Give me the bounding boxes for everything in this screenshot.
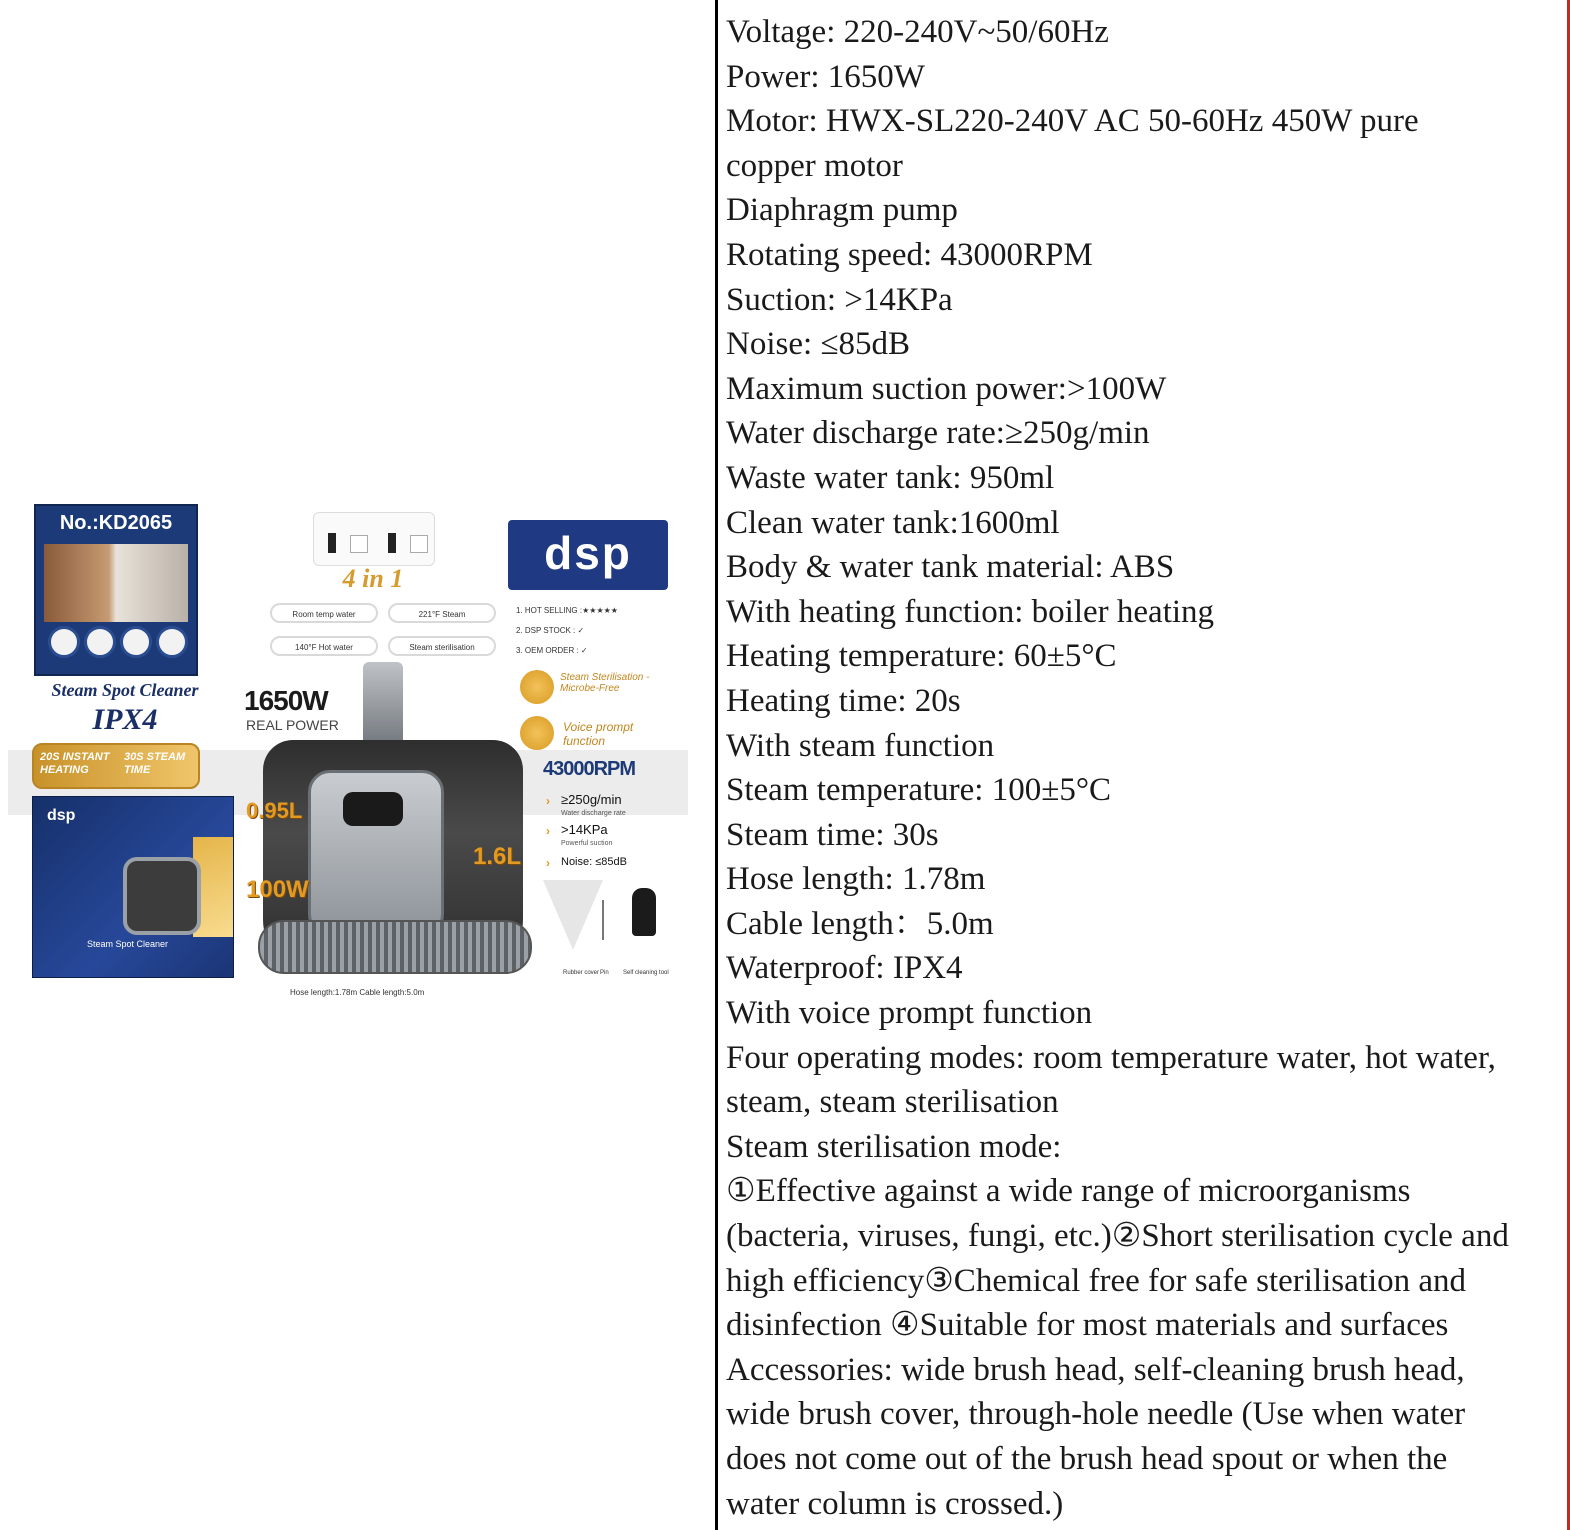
waste-tank-value: 0.95L: [246, 798, 303, 823]
brand-logo: [508, 520, 668, 590]
spec-line: Steam sterilisation mode:: [726, 1128, 1062, 1165]
box-logo: dsp: [47, 807, 76, 824]
feature-sterilisation: Steam Sterilisation - Microbe-Free: [560, 672, 650, 694]
spec-line: Hose length: 1.78m: [726, 861, 986, 898]
sterilisation-icon: [520, 670, 554, 704]
feature-voice: Voice prompt function: [563, 720, 634, 748]
brand-logo-text: dsp: [544, 527, 632, 579]
spec-line: Noise: ≤85dB: [726, 326, 911, 363]
heating-badge: [32, 743, 200, 789]
spec-line: does not come out of the brush head spout or when the: [726, 1441, 1448, 1477]
spec-line: Motor: HWX-SL220-240V AC 50-60Hz 450W pure: [726, 103, 1419, 140]
ipx-rating: IPX4: [92, 703, 158, 736]
spec-line: With steam function: [726, 727, 995, 764]
mode-circle-icon: [48, 626, 80, 658]
hot-selling-line: 2. DSP STOCK : ✓: [516, 626, 585, 635]
spec-line: Maximum suction power:>100W: [726, 370, 1167, 407]
mode-pill: Steam sterilisation: [388, 636, 496, 656]
spec-line: Four operating modes: room temperature water, hot water,: [726, 1039, 1496, 1076]
accessory-label: Rubber cover: [563, 970, 600, 976]
mode-pill: Room temp water: [270, 603, 378, 623]
badge-steam-text: 30S STEAM TIME: [124, 751, 186, 776]
arrow-icon: ›: [546, 856, 550, 870]
cleaner-hose: [258, 920, 532, 974]
spec-line: Clean water tank:1600ml: [726, 504, 1060, 541]
mode-pill: 140°F Hot water: [270, 636, 378, 656]
spec-value: >14KPa: [561, 822, 608, 837]
plug-icon: [388, 533, 396, 553]
spec-line: Accessories: wide brush head, self-cleaning brush head,: [726, 1351, 1465, 1388]
specification-list: [726, 10, 1566, 1526]
product-title: Steam Spot Cleaner: [51, 680, 199, 700]
spec-line: Rotating speed: 43000RPM: [726, 236, 1093, 273]
spec-line: Steam time: 30s: [726, 816, 939, 853]
power-headline: 1650W: [244, 685, 328, 716]
socket-icon: [410, 535, 428, 553]
mode-circle-icon: [84, 626, 116, 658]
spec-line: Water discharge rate:≥250g/min: [726, 415, 1150, 452]
spec-line: Suction: >14KPa: [726, 281, 953, 318]
spec-line: copper motor: [726, 147, 903, 184]
spec-line: Cable length：5.0m: [726, 905, 994, 942]
product-image: [8, 500, 688, 1010]
four-in-one-label: 4 in 1: [342, 564, 404, 593]
plug-icon: [328, 533, 336, 553]
box-cleaner-icon: [123, 857, 201, 935]
badge-heating-text: 20S INSTANT HEATING: [40, 751, 110, 776]
power-subtitle: REAL POWER: [246, 717, 339, 733]
box-label: Steam Spot Cleaner: [87, 939, 169, 949]
clean-tank-value: 1.6L: [473, 843, 522, 870]
usage-photo: [44, 544, 188, 622]
spec-line: disinfection ④Suitable for most materials and surfaces: [726, 1307, 1449, 1344]
rubber-cover-accessory: [543, 880, 603, 950]
hot-selling-line: 3. OEM ORDER : ✓: [516, 646, 588, 655]
accessory-label: Pin: [600, 970, 609, 976]
rpm-value: 43000RPM: [543, 758, 636, 780]
cleaner-handle: [363, 662, 403, 752]
packaging-box: [32, 796, 234, 978]
spec-line: Diaphragm pump: [726, 192, 958, 229]
hot-selling-line: 1. HOT SELLING :★★★★★: [516, 606, 618, 615]
socket-icon: [350, 535, 368, 553]
arrow-icon: ›: [546, 794, 550, 808]
spec-line: wide brush cover, through-hole needle (Use when water: [726, 1396, 1466, 1433]
suction-power-value: 100W: [246, 876, 309, 903]
spec-line: With heating function: boiler heating: [726, 593, 1215, 630]
mode-circle-icon: [120, 626, 152, 658]
spec-line: Waterproof: IPX4: [726, 950, 963, 987]
spec-line: Steam temperature: 100±5°C: [726, 772, 1112, 809]
spec-value: ≥250g/min: [561, 792, 622, 807]
spec-line: high efficiency③Chemical free for safe sterilisation and: [726, 1262, 1467, 1299]
arrow-icon: ›: [546, 824, 550, 838]
spec-subtitle: Powerful suction: [561, 840, 613, 847]
hose-caption: Hose length:1.78m Cable length:5.0m: [290, 988, 425, 997]
accessory-label: Self cleaning tool: [623, 970, 669, 976]
spec-line: steam, steam sterilisation: [726, 1084, 1059, 1121]
spec-line: Heating time: 20s: [726, 682, 961, 719]
spec-line: Voltage: 220-240V~50/60Hz: [726, 14, 1109, 50]
spec-subtitle: Water discharge rate: [561, 810, 626, 817]
mode-pill: 221°F Steam: [388, 603, 496, 623]
spec-line: ①Effective against a wide range of microorganisms: [726, 1173, 1411, 1210]
cleaner-display: [343, 792, 403, 826]
spec-line: With voice prompt function: [726, 995, 1093, 1032]
spec-line: Waste water tank: 950ml: [726, 459, 1055, 496]
model-number: No.:KD2065: [59, 512, 173, 534]
spec-line: (bacteria, viruses, fungi, etc.)②Short sterilisation cycle and: [726, 1218, 1509, 1255]
spec-line: Power: 1650W: [726, 58, 925, 95]
voice-icon: [520, 716, 554, 750]
spec-line: Heating temperature: 60±5°C: [726, 638, 1117, 675]
plug-types: [313, 512, 435, 566]
spec-value: Noise: ≤85dB: [561, 856, 627, 868]
mode-circle-icon: [156, 626, 188, 658]
model-box: [34, 504, 198, 676]
pin-accessory: [602, 900, 604, 940]
specification-panel: [715, 0, 1570, 1530]
spec-line: water column is crossed.): [726, 1485, 1064, 1522]
self-cleaning-tool-accessory: [632, 888, 656, 936]
spec-line: Body & water tank material: ABS: [726, 549, 1175, 586]
